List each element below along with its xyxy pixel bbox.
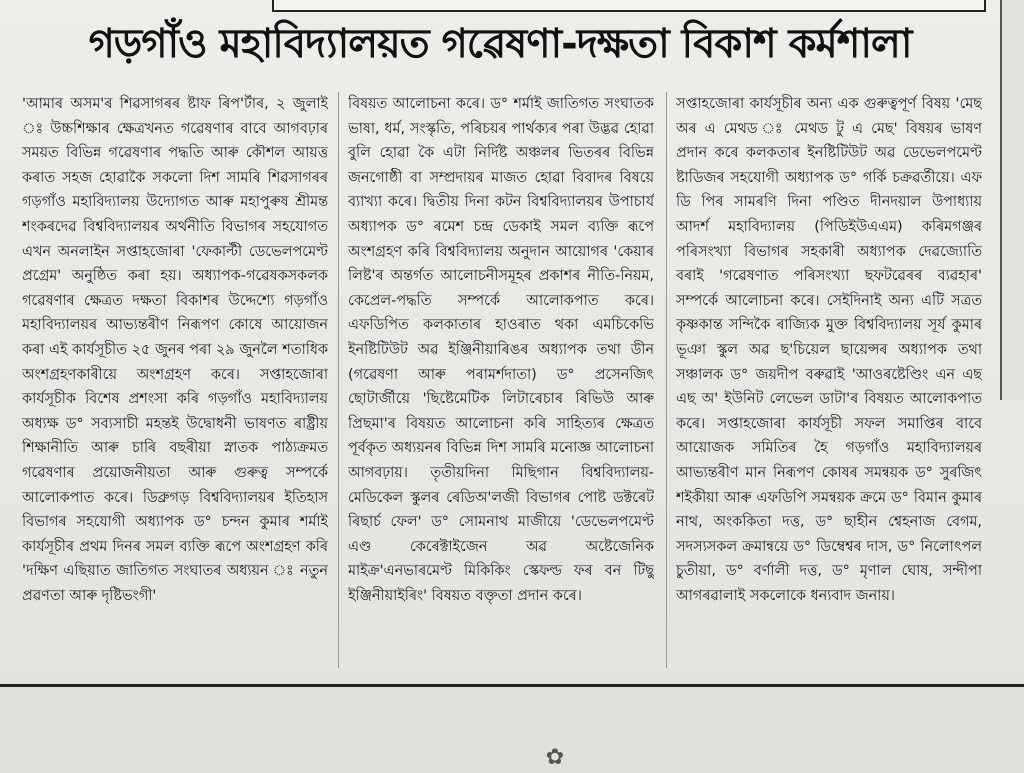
column-divider	[666, 92, 667, 668]
article-headline: গড়গাঁও মহাবিদ্যালয়ত গৱেষণা-দক্ষতা বিকাশ কৰ্মশালা	[88, 21, 912, 67]
article-column-1	[22, 92, 328, 672]
adjacent-column-fragment-right	[1000, 0, 1024, 400]
article-body	[22, 92, 982, 672]
column-text: সপ্তাহজোৰা কাৰ্যসূচীৰ অন্য এক গুৰুত্বপূৰ্ণ বিষয় 'মেছ অৰ এ মেথড ঃ মেথড টু এ মেছ' বিষয়ৰ ভাষণ প্ৰদান কৰে কলকতাৰ ইনষ্টিটিউট অৱ ডেভেলপমেণ্ট ষ্টাডিজৰ সহযোগী অধ্যাপক ড° গৰ্কি চক্ৰৱৰ্তীয়ে। এফ ডি পিৰ সামৰণি দিনা পণ্ডিত দীনদয়াল উপাধ্যায় আদৰ্শ মহাবিদ্যালয় (পিডিইউএএম) কৰিমগঞ্জৰ পৰিসংখ্যা বিভাগৰ সহকাৰী অধ্যাপক দেৱজ্যোতি বৰাই 'গৱেষণাত পৰিসংখ্যা ছফটৱেৰৰ ব্যৱহাৰ' সম্পৰ্কে আলোচনা কৰে। সেইদিনাই অন্য এটি সত্ৰত কৃষ্ণকান্ত সন্দিকৈ ৰাজ্যিক মুক্ত বিশ্ববিদ্যালয় সূৰ্য কুমাৰ ভূঞা স্কুল অৱ ছ'চিয়েল ছায়েন্সৰ অধ্যাপক তথা সঞ্চালক ড° জয়দীপ বৰুৱাই 'আওৰষ্টেণ্ডিং এন এছ এছ অ' ইউনিট লেভেল ডাটা'ৰ বিষয়ত আলোকপাত কৰে। সপ্তাহজোৰা কাৰ্যসূচী সফল সমাপ্তিৰ বাবে আয়োজক সমিতিৰ হৈ গড়গাঁও মহাবিদ্যালয়ৰ আভ্যন্তৰীণ মান নিৰূপণ কোষৰ সমন্বয়ক ড° সুৰজিৎ শইকীয়া আৰু এফডিপি সমন্বয়ক ক্ৰমে ড° বিমান কুমাৰ নাথ, অংককিতা দত্ত, ড° ছাহীন শ্বেহনাজ বেগম, সদস্যসকল ক্ৰমান্বয়ে ড° ডিম্বেশ্বৰ দাস, ড° নিলোৎপল চুতীয়া, ড° বৰ্ণালী দত্ত, ড° মৃণাল ঘোষ, সন্দীপা আগৰৱালাই সকলোকে ধন্যবাদ জনায়।	[676, 96, 982, 604]
ornament-icon: ✿	[545, 745, 565, 770]
adjacent-column-fragment	[0, 0, 12, 660]
column-text: বিষয়ত আলোচনা কৰে। ড° শৰ্মাই জাতিগত সংঘাতক ভাষা, ধৰ্ম, সংস্কৃতি, পৰিচয়ৰ পাৰ্থক্যৰ পৰা উদ্ভৱ হোৱা বুলি হোৱা কৈ এটা নিৰ্দিষ্ট অঞ্চলৰ ভিতৰৰ বিভিন্ন জনগোষ্ঠী বা সম্প্ৰদায়ৰ মাজত হোৱা বিবাদৰ বিষয়ে ব্যাখ্যা কৰে। দ্বিতীয় দিনা কটন বিশ্ববিদ্যালয়ৰ উপাচাৰ্য অধ্যাপক ড° ৰমেশ চন্দ্ৰ ডেকাই সমল ব্যক্তি ৰূপে অংশগ্ৰহণ কৰি বিশ্ববিদ্যালয় অনুদান আয়োগৰ 'কেয়াৰ লিষ্ট'ৰ অন্তৰ্গত আলোচনীসমূহৰ প্ৰকাশৰ নীতি-নিয়ম, কেপ্ৰেল-পদ্ধতি সম্পৰ্কে আলোকপাত কৰে। এফডিপিত কলকাতাৰ হাওৰাত থকা এমচিকেভি ইনষ্টিটিউট অৱ ইঞ্জিনীয়াৰিঙৰ অধ্যাপক তথা ডীন (গৱেষণা আৰু পৰামৰ্শদাতা) ড° প্ৰসেনজিৎ ছোটাৰ্জীয়ে 'ছিষ্টেমেটিক লিটাৰেচাৰ ৰিভিউ আৰু প্ৰিছমা'ৰ বিষয়ত আলোচনা কৰি সাহিত্যৰ ক্ষেত্ৰত পূৰ্বকৃত অধ্যয়নৰ বিভিন্ন দিশ সামৰি মনোজ্ঞ আলোচনা আগবঢ়ায়। তৃতীয়দিনা মিছিগান বিশ্ববিদ্যালয়-মেডিকেল স্কুলৰ ৰেডিঅ'লজী বিভাগৰ পোষ্ট ডক্টৰেট ৰিছাৰ্চ ফেল' ড° সোমনাথ মাজীয়ে 'ডেভেলপমেণ্ট এণ্ড কেৰেক্টাইজেন অৱ অষ্টেজেনিক মাইক্ৰ'এনভাৰমেণ্ট মিকিকিং স্কেফল্ড ফৰ বন টিছু ইঞ্জিনীয়াইৰিং' বিষয়ত বক্তৃতা প্ৰদান কৰে।	[348, 96, 654, 604]
adjacent-article-box	[272, 0, 986, 12]
page-bottom-margin	[0, 687, 1024, 773]
column-text: 'আমাৰ অসম'ৰ শিৱসাগৰৰ ষ্টাফ ৰিপ'ৰ্টাৰ, ২ জুলাই ঃ উচ্চশিক্ষাৰ ক্ষেত্ৰখনত গৱেষণাৰ বাবে আগবঢ়াৰ সময়ত বিভিন্ন গৱেষণাৰ পদ্ধতি আৰু কৌশল আয়ত্ত কৰাত সহজ হোৱাকৈ সকলো দিশ সামৰি শিৱসাগৰৰ গড়গাঁও মহাবিদ্যালয় উদ্যোগত আৰু মহাপুৰুষ শ্ৰীমন্ত শংকৰদেৱ বিশ্ববিদ্যালয়ৰ অৰ্থনীতি বিভাগৰ সহযোগত এখন অনলাইন সপ্তাহজোৰা 'ফেকাল্টী ডেভেলপমেণ্ট প্ৰগ্ৰেম' অনুষ্ঠিত কৰা হয়। অধ্যাপক-গৱেষকসকলক গৱেষণাৰ ক্ষেত্ৰত দক্ষতা বিকাশৰ উদ্দেশ্যে গড়গাঁও মহাবিদ্যালয়ৰ আভ্যন্তৰীণ নিৰূপণ কোষে আয়োজন কৰা এই কাৰ্যসূচীত ২৫ জুনৰ পৰা ২৯ জুনলৈ শতাধিক অংশগ্ৰহণকাৰীয়ে অংশগ্ৰহণ কৰে। সপ্তাহজোৰা কাৰ্যসূচীক বিশেষ প্ৰশংসা কৰি গড়গাঁও মহাবিদ্যালয় অধ্যক্ষ ড° সব্যসাচী মহন্তই উদ্বোধনী ভাষণত ৰাষ্ট্ৰীয় শিক্ষানীতি আৰু চাৰি বছৰীয়া স্নাতক পাঠ্যক্ৰমত গৱেষণাৰ প্ৰয়োজনীয়তা আৰু গুৰুত্ব সম্পৰ্কে আলোকপাত কৰে। ডিব্ৰুগড় বিশ্ববিদ্যালয়ৰ ইতিহাস বিভাগৰ সহযোগী অধ্যাপক ড° চন্দন কুমাৰ শৰ্মাই কাৰ্যসূচীৰ প্ৰথম দিনৰ সমল ব্যক্তি ৰূপে অংশগ্ৰহণ কৰি 'দক্ষিণ এছিয়াত জাতিগত সংঘাতৰ অধ্যয়ন ঃ নতুন প্ৰৱণতা আৰু দৃষ্টিভংগী'	[22, 96, 328, 604]
column-divider	[338, 92, 339, 668]
article-column-3	[676, 92, 982, 672]
article-column-2	[348, 92, 654, 672]
